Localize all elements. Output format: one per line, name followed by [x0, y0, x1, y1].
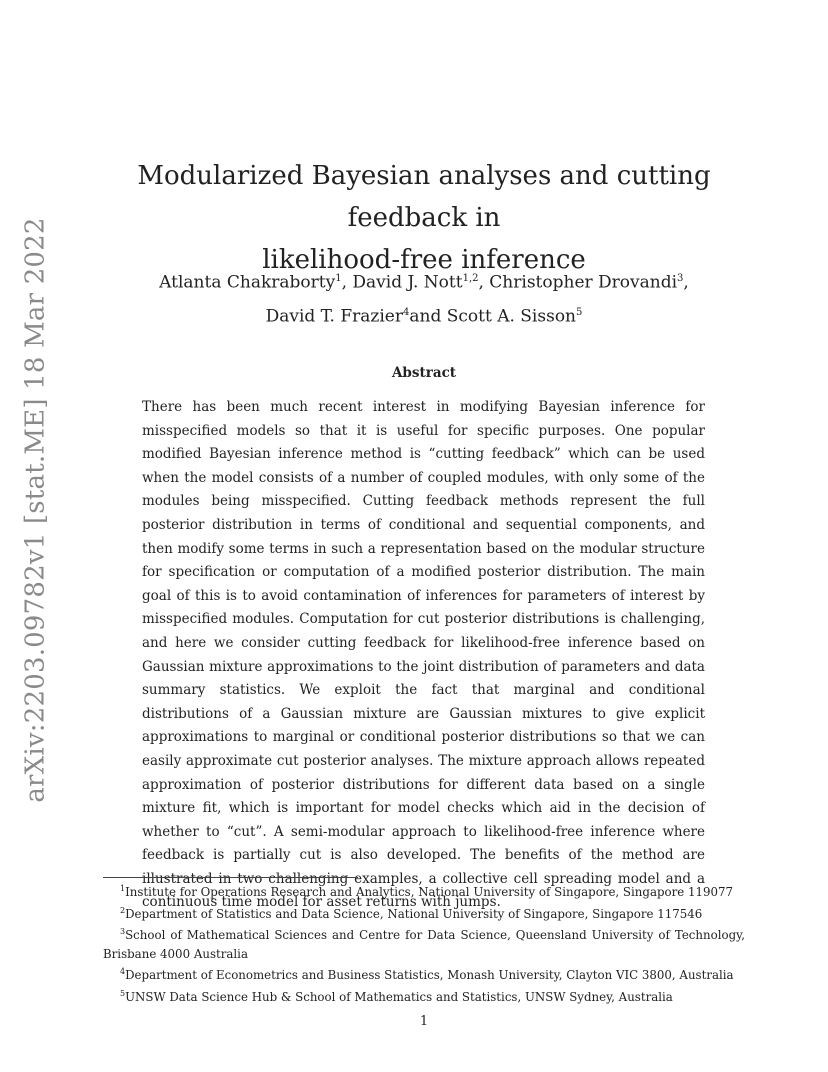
footnote: [103, 923, 745, 963]
footnote-mark: 1: [120, 884, 126, 893]
affiliation-mark: 5: [576, 306, 583, 318]
footnote-mark: 4: [120, 967, 126, 977]
paper-title: [90, 155, 758, 281]
footnotes: [103, 880, 745, 1006]
arxiv-identifier-stamp: [12, 217, 60, 803]
footnote-mark: 3: [120, 927, 126, 937]
footnote: [103, 963, 745, 985]
footnote-text: UNSW Data Science Hub & School of Mathematics and Statistics, UNSW Sydney, Australia: [125, 989, 673, 1004]
page-number: 1: [419, 1014, 429, 1029]
footnote: [103, 902, 745, 924]
arxiv-stamp-text: arXiv:2203.09782v1 [stat.ME] 18 Mar 2022: [21, 217, 51, 803]
author-list: [90, 264, 758, 331]
footnote-text: Institute for Operations Research and Analytics, National University of Singapore, Singapore 119077: [125, 884, 734, 899]
author-line-2: [90, 298, 758, 332]
affiliation-mark: 1: [335, 273, 342, 284]
title-line-2: likelihood-free inference: [262, 245, 586, 275]
affiliation-mark: 4: [402, 306, 410, 318]
author-name: Christopher Drovandi: [489, 272, 678, 293]
author-name: Atlanta Chakraborty: [159, 272, 336, 293]
author-name: David T. Frazier: [265, 306, 403, 327]
footnote-mark: 5: [120, 988, 126, 998]
title-line-1: Modularized Bayesian analyses and cutting feedback in: [137, 161, 711, 233]
affiliation-mark: 3: [677, 273, 684, 284]
footnote-text: Department of Econometrics and Business Statistics, Monash University, Clayton VIC 3800, Australia: [125, 968, 734, 983]
affiliation-mark: 1,2: [462, 273, 479, 284]
footnote-mark: 2: [120, 905, 126, 915]
footnote-text: Department of Statistics and Data Science, National University of Singapore, Singapore 117546: [125, 906, 703, 921]
footnote: [103, 985, 745, 1007]
footnote: [103, 880, 745, 902]
footnote-divider: [103, 877, 358, 878]
abstract-body: There has been much recent interest in modifying Bayesian inference for misspecified models so that it is useful for specific purposes. One popular modified Bayesian inference method is “cutting feedback” which can be used when the model consists of a number of coupled modules, with only some of the modules being misspecified. Cutting feedback methods represent the full posterior distribution in terms of conditional and sequential components, and then modify some terms in such a representation based on the modular structure for specification or computation of a modified posterior distribution. The main goal of this is to avoid contamination of inferences for parameters of interest by misspecified modules. Computation for cut posterior distributions is challenging, and here we consider cutting feedback for likelihood-free inference based on Gaussian mixture approximations to the joint distribution of parameters and data summary statistics. We exploit the fact that marginal and conditional distributions of a Gaussian mixture are Gaussian mixtures to give explicit approximations to marginal or conditional posterior distributions so that we can easily approximate cut posterior analyses. The mixture approach allows repeated approximation of posterior distributions for different data based on a single mixture fit, which is important for model checks which aid in the decision of whether to “cut”. A semi-modular approach to likelihood-free inference where feedback is partially cut is also developed. The benefits of the method are illustrated in two challenging examples, a collective cell spreading model and a continuous time model for asset returns with jumps.: [142, 399, 705, 911]
footnote-text: School of Mathematical Sciences and Centre for Data Science, Queensland University of Technology, Brisbane 4000 Australia: [103, 927, 745, 961]
author-name: Scott A. Sisson: [446, 306, 577, 327]
author-conjunction: and: [409, 306, 442, 327]
author-line-1: Atlanta Chakraborty$^1$, David J. Nott$^{1,2}$, Christopher Drovandi$^3$,: [159, 272, 689, 293]
author-name: David J. Nott: [352, 272, 463, 293]
abstract-heading: Abstract: [391, 365, 457, 381]
